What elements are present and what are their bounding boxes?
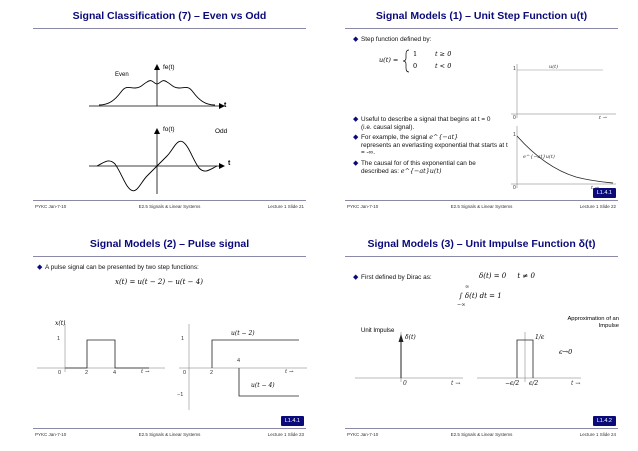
footer-slide-number: Lecture 1 Slide 22: [579, 204, 616, 209]
footer-author: PYKC Jan-7-10: [347, 204, 379, 209]
x-plot-two: 2: [85, 370, 89, 376]
bullet-text: A pulse signal can be presented by two step functions:: [45, 264, 199, 271]
bullet-icon: ◆: [353, 274, 359, 281]
slide-unit-impulse: [341, 232, 622, 443]
slide-footer: [345, 200, 618, 213]
odd-label: Odd: [215, 128, 228, 135]
causal-expression: e^{−at}u(t): [400, 166, 442, 175]
exp-plot-label: e^{−at}u(t): [523, 154, 555, 160]
step-plots: [341, 4, 622, 215]
delta-label: δ(t): [405, 334, 416, 341]
slide-footer: [345, 428, 618, 441]
u-plot-zero: 0: [513, 115, 516, 121]
step-plot-two: 2: [210, 370, 214, 376]
u-plot-label: u(t): [549, 64, 559, 70]
slide-unit-step: [341, 4, 622, 215]
step-case2-value: 0: [413, 62, 418, 70]
exp-plot-zero: 0: [513, 185, 516, 191]
slide-title: Signal Models (3) – Unit Impulse Function δ(t): [367, 238, 596, 250]
unit-impulse-label: Unit Impulse: [361, 328, 395, 334]
bullet-icon: ◆: [353, 160, 359, 167]
pulse-shape: [65, 340, 149, 368]
even-odd-figure: [29, 4, 310, 215]
section-tag: L1.4.2: [593, 416, 616, 426]
impulse-zero: 0: [403, 380, 407, 387]
footer-slide-number: Lecture 1 Slide 23: [267, 432, 304, 437]
footer-course: E2.5 Signals & Linear Systems: [450, 432, 513, 437]
pulse-equation: x(t) = u(t − 2) − u(t − 4): [115, 278, 203, 286]
step-label-u-t-2: u(t − 2): [231, 330, 255, 337]
u-plot-t: t →: [599, 115, 607, 121]
step-case1-value: 1: [413, 50, 418, 58]
pulse-plots: [29, 232, 310, 443]
minus-epsilon-half: −ϵ/2: [505, 380, 520, 387]
x-plot-four: 4: [113, 370, 117, 376]
slide-title: Signal Models (2) – Pulse signal: [89, 238, 250, 250]
impulse-t: t →: [451, 380, 461, 387]
integral-lower-limit: −∞: [457, 302, 466, 308]
bullet-text: First defined by Dirac as:: [361, 274, 432, 281]
epsilon-limit: ϵ→0: [559, 348, 573, 356]
slide-even-odd: [29, 4, 310, 215]
footer-slide-number: Lecture 1 Slide 21: [267, 204, 304, 209]
bullet-icon: ◆: [37, 264, 43, 271]
step-plot-minus-one: −1: [177, 392, 184, 398]
exp-plot-one: 1: [513, 132, 516, 138]
bullet-icon: ◆: [353, 134, 359, 141]
step-label-u-t-4: u(t − 4): [251, 382, 275, 389]
odd-t-arrow: [219, 163, 225, 169]
impulse-plots: [341, 232, 622, 443]
step-eq-lhs: u(t) =: [379, 56, 399, 64]
one-over-epsilon: 1/ϵ: [535, 334, 545, 341]
fo-label: fo(t): [163, 126, 175, 133]
even-label: Even: [115, 72, 129, 78]
footer-course: E2.5 Signals & Linear Systems: [138, 204, 201, 209]
slide-title: Signal Models (1) – Unit Step Function u(t): [375, 10, 588, 22]
even-y-arrow: [154, 64, 160, 70]
even-t-label: t: [224, 102, 227, 109]
section-tag: L1.4.1: [281, 416, 304, 426]
bullet-text: Useful to describe a signal that begins at t = 0 (i.e. causal signal).: [361, 116, 491, 131]
odd-y-arrow: [154, 128, 160, 134]
bullet-icon: ◆: [353, 116, 359, 123]
step-case1-cond: t ≥ 0: [435, 50, 452, 58]
footer-author: PYKC Jan-7-10: [35, 204, 67, 209]
dirac-eq-zero: δ(t) = 0 t ≠ 0: [479, 272, 535, 280]
x-plot-label: x(t): [55, 320, 66, 327]
step-plot-one: 1: [181, 336, 185, 342]
integral-upper-limit: ∞: [465, 284, 470, 290]
odd-t-label: t: [228, 160, 231, 167]
step-plot-t: t →: [285, 369, 294, 375]
approx-t: t →: [571, 380, 581, 387]
slide-pulse: [29, 232, 310, 443]
slide-footer: [33, 428, 306, 441]
approx-impulse-label: Approximation of an Impulse: [567, 316, 619, 329]
exp-signal: e^{−at}: [429, 133, 459, 141]
step-case2-cond: t < 0: [435, 62, 452, 70]
epsilon-half: ϵ/2: [529, 380, 539, 387]
bullet-text: Step function defined by:: [361, 36, 432, 43]
bullet-text: For example, the signal: [361, 134, 428, 141]
slide-footer: [33, 200, 306, 213]
step-plot-four: 4: [237, 358, 241, 364]
u-plot-one: 1: [513, 66, 516, 72]
x-plot-t: t →: [141, 369, 150, 375]
step-plot-zero: 0: [183, 370, 187, 376]
dirac-eq-integral: ∫ δ(t) dt = 1: [459, 292, 502, 300]
step-u-t-minus-2: [212, 340, 299, 368]
bullet-text-cont: represents an everlasting exponential that starts at t = -∞.: [361, 141, 508, 156]
footer-author: PYKC Jan-7-10: [347, 432, 379, 437]
footer-course: E2.5 Signals & Linear Systems: [138, 432, 201, 437]
footer-course: E2.5 Signals & Linear Systems: [450, 204, 513, 209]
footer-slide-number: Lecture 1 Slide 24: [579, 432, 616, 437]
impulse-arrow-head: [399, 334, 404, 342]
bullet-text: The causal for of this exponential can be described as:: [361, 160, 476, 175]
fe-label: fe(t): [163, 64, 175, 71]
slide-title: Signal Classification (7) – Even vs Odd: [72, 10, 267, 22]
x-plot-zero: 0: [58, 370, 62, 376]
section-tag: L1.4.1: [593, 188, 616, 198]
x-plot-one: 1: [57, 336, 61, 342]
bullet-icon: ◆: [353, 36, 359, 43]
footer-author: PYKC Jan-7-10: [35, 432, 67, 437]
